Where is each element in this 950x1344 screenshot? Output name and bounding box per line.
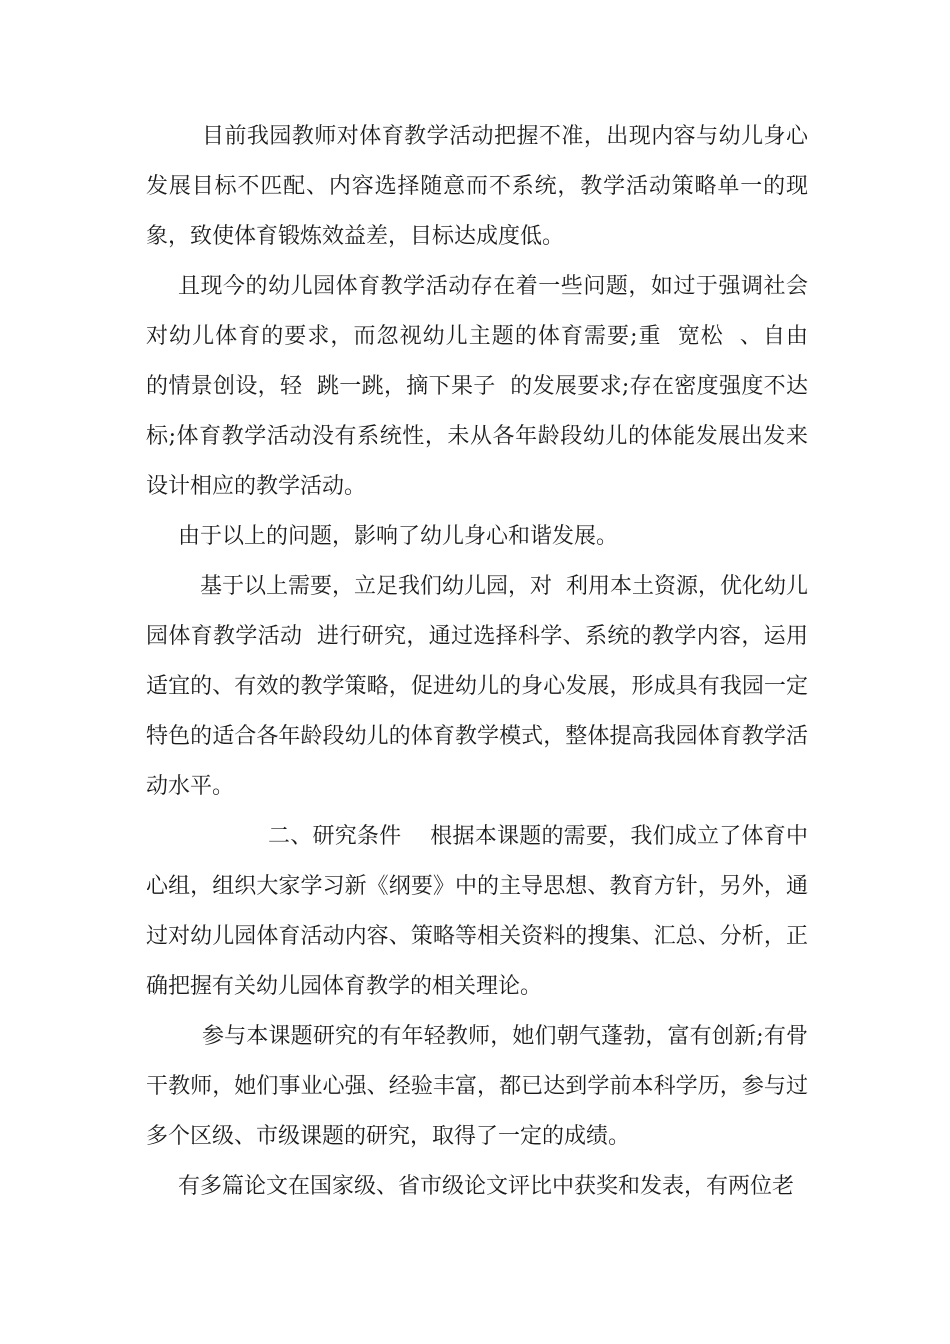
paragraph-existing-issues: 且现今的幼儿园体育教学活动存在着一些问题，如过于强调社会对幼儿体育的要求，而忽视幼儿主题的体育需要;重 宽松 、自由 的情景创设，轻 跳一跳，摘下果子 的发展要求;存在密度强度不达标;体育教学活动没有系统性，未从各年龄段幼儿的体能发展出发来设计相应的教学活动。 [146,274,822,499]
paragraph-awards: 有多篇论文在国家级、省市级论文评比中获奖和发表，有两位老 [178,1174,795,1199]
paragraph-research-team: 参与本课题研究的有年轻教师，她们朝气蓬勃，富有创新;有骨干教师，她们事业心强、经验丰富，都已达到学前本科学历，参与过多个区级、市级课题的研究，取得了一定的成绩。 [146,1024,808,1149]
paragraph-research-conditions: 二、研究条件 根据本课题的需要，我们成立了体育中心组，组织大家学习新《纲要》中的主导思想、教育方针，另外，通过对幼儿园体育活动内容、策略等相关资料的搜集、汇总、分析，正确把握有关幼儿园体育教学的相关理论。 [146,824,808,999]
paragraph-current-problems: 目前我园教师对体育教学活动把握不准，出现内容与幼儿身心发展目标不匹配、内容选择随意而不系统，教学活动策略单一的现象，致使体育锻炼效益差，目标达成度低。 [146,124,808,249]
document-body [146,112,822,1212]
paragraph-impact: 由于以上的问题，影响了幼儿身心和谐发展。 [178,524,619,549]
paragraph-research-purpose: 基于以上需要，立足我们幼儿园，对 利用本土资源，优化幼儿园体育教学活动 进行研究，通过选择科学、系统的教学内容，运用适宜的、有效的教学策略，促进幼儿的身心发展，形成具有我园一定特色的适合各年龄段幼儿的体育教学模式，整体提高我园体育教学活动水平。 [146,574,808,799]
